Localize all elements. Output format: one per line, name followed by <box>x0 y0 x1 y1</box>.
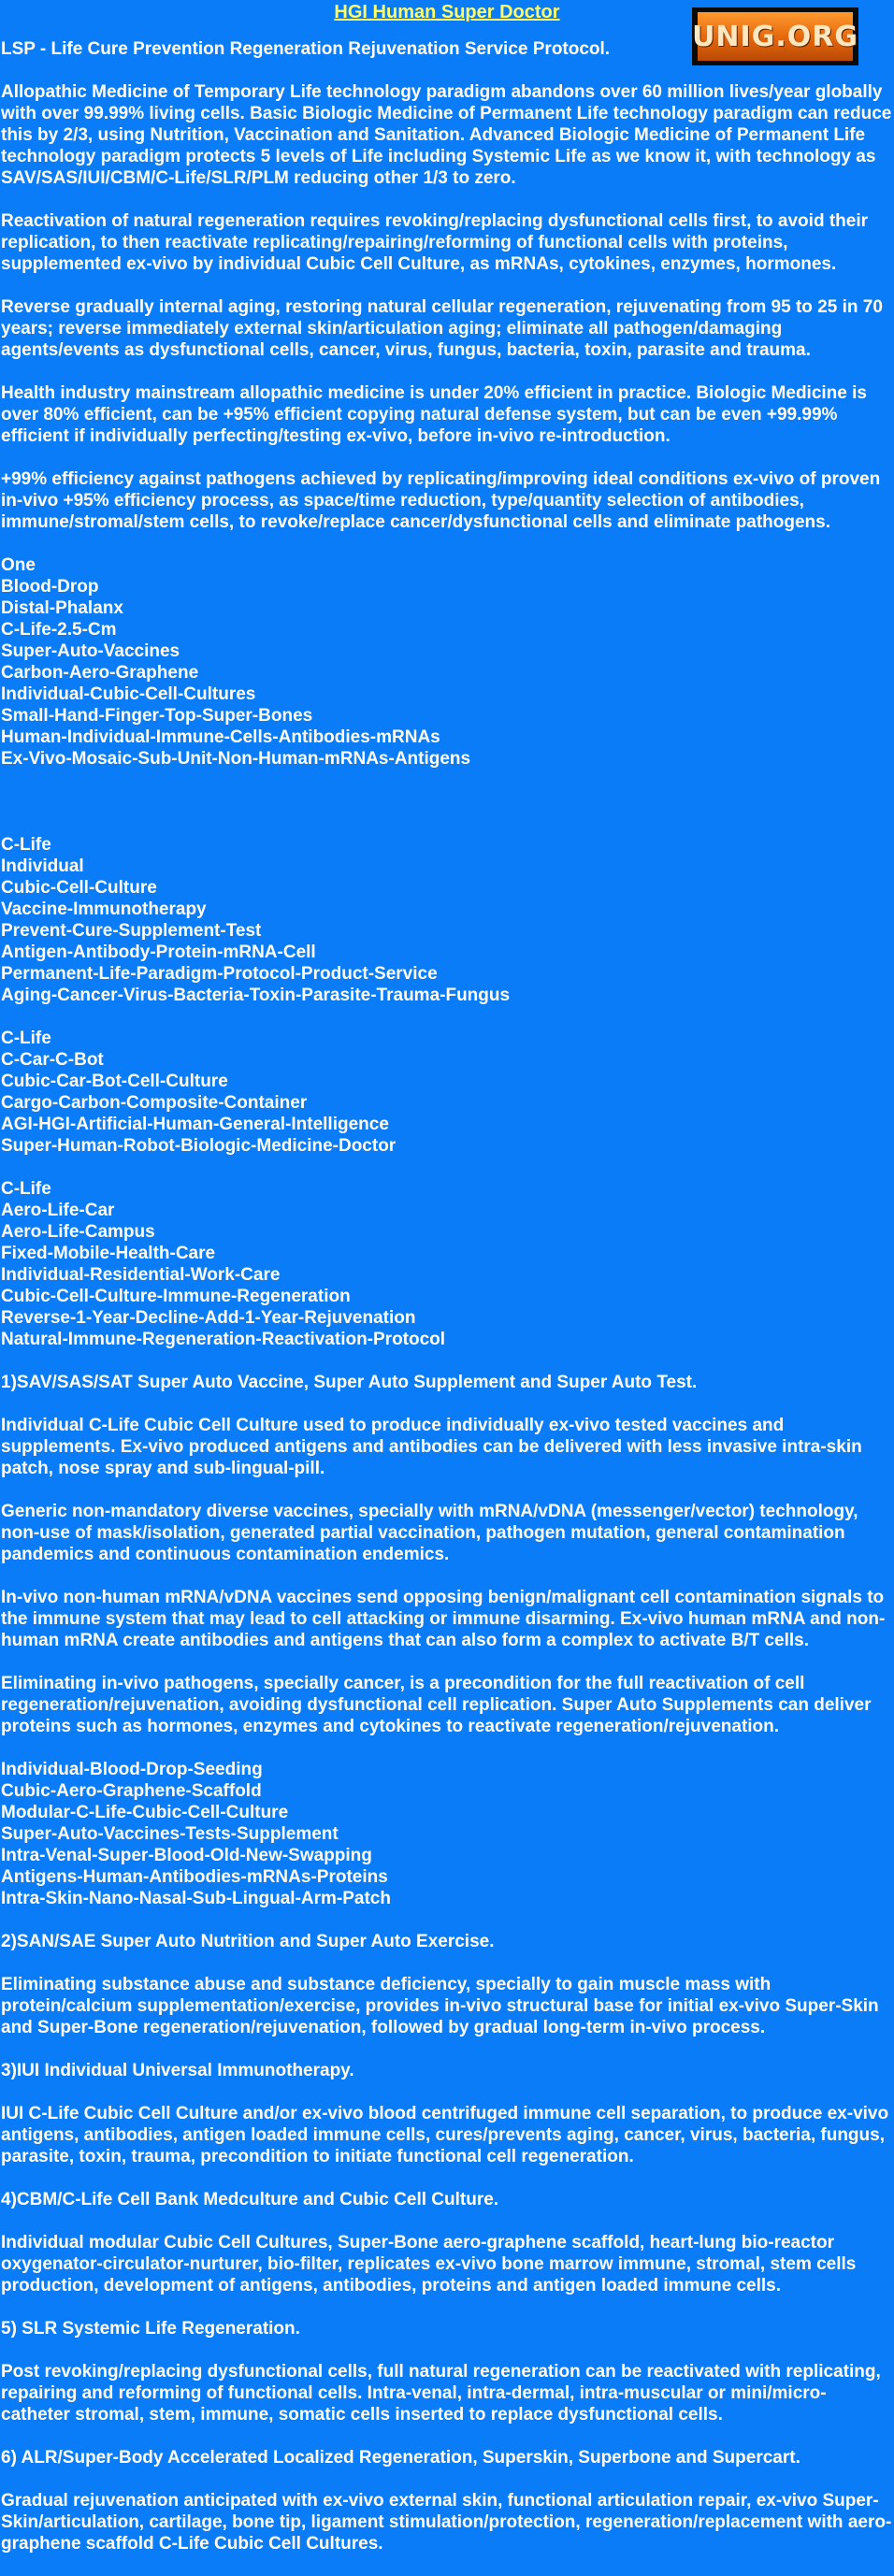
list-item: Individual <box>1 856 84 876</box>
list-item: Blood-Drop <box>1 577 99 597</box>
list-item: Cubic-Car-Bot-Cell-Culture <box>1 1072 228 1091</box>
list-item: Antigens-Human-Antibodies-mRNAs-Proteins <box>1 1867 388 1887</box>
keyword-list-two <box>1 834 893 1006</box>
list-item: Individual-Blood-Drop-Seeding <box>1 1760 263 1779</box>
list-item: C-Life-2.5-Cm <box>1 620 117 640</box>
list-item: Cubic-Aero-Graphene-Scaffold <box>1 1781 262 1801</box>
section-heading: 3)IUI Individual Universal Immunotherapy. <box>1 2061 354 2080</box>
paragraph: IUI C-Life Cubic Cell Culture and/or ex-vivo blood centrifuged immune cell separation, to produce ex-vivo antigens, antibodies, antigen loaded immune cells, cures/prevents aging, cancer, virus, bacteria, fungus, parasite, toxin, trauma, precondition to initiate functional cell regeneration. <box>1 2104 889 2166</box>
list-item: Intra-Venal-Super-Blood-Old-New-Swapping <box>1 1846 372 1865</box>
list-item: Distal-Phalanx <box>1 598 123 618</box>
list-item: C-Life <box>1 1179 51 1199</box>
page-title-link[interactable]: HGI Human Super Doctor <box>334 2 560 22</box>
list-item: Modular-C-Life-Cubic-Cell-Culture <box>1 1803 289 1822</box>
list-item: Intra-Skin-Nano-Nasal-Sub-Lingual-Arm-Patch <box>1 1889 391 1908</box>
keyword-list-four <box>1 1178 893 1350</box>
list-item: Aging-Cancer-Virus-Bacteria-Toxin-Parasite-Trauma-Fungus <box>1 986 511 1005</box>
list-item: Aero-Life-Campus <box>1 1222 155 1242</box>
list-item: Fixed-Mobile-Health-Care <box>1 1244 216 1263</box>
list-item: Natural-Immune-Regeneration-Reactivation-Protocol <box>1 1330 446 1349</box>
list-item: C-Life <box>1 835 51 855</box>
paragraph: Post revoking/replacing dysfunctional cells, full natural regeneration can be reactivated with replicating, repairing and reforming of functional cells. Intra-venal, intra-dermal, intra-muscular or mini/micro-catheter stromal, stem, immune, somatic cells inserted to replace dysfunctional cells. <box>1 2362 881 2425</box>
list-item: Permanent-Life-Paradigm-Protocol-Product-Service <box>1 964 438 984</box>
list-item: Super-Auto-Vaccines-Tests-Supplement <box>1 1824 339 1844</box>
list-item: Individual-Residential-Work-Care <box>1 1265 281 1285</box>
paragraph: Allopathic Medicine of Temporary Life technology paradigm abandons over 60 million lives/year globally with over 99.99% living cells. Basic Biologic Medicine of Permanent Life technology paradigm can reduce this by 2/3, using Nutrition, Vaccination and Sanitation. Advanced Biologic Medicine of Permanent Life technology paradigm protects 5 levels of Life including Systemic Life as we know it, with technology as SAV/SAS/IUI/CBM/C-Life/SLR/PLM reducing other 1/3 to zero. <box>1 82 892 188</box>
paragraph: Individual modular Cubic Cell Cultures, Super-Bone aero-graphene scaffold, heart-lung bio-reactor oxygenator-circulator-nurturer, bio-filter, replicates ex-vivo bone marrow immune, stromal, stem cells production, development of antigens, antibodies, proteins and antigen loaded immune cells. <box>1 2233 857 2295</box>
section-heading: 5) SLR Systemic Life Regeneration. <box>1 2319 300 2339</box>
list-item: C-Life <box>1 1029 51 1048</box>
spacer <box>1 791 893 834</box>
list-item: Human-Individual-Immune-Cells-Antibodies-mRNAs <box>1 727 440 747</box>
section-heading: 2)SAN/SAE Super Auto Nutrition and Super Auto Exercise. <box>1 1932 495 1951</box>
list-item: Individual-Cubic-Cell-Cultures <box>1 684 256 704</box>
section-heading: 1)SAV/SAS/SAT Super Auto Vaccine, Super Auto Supplement and Super Auto Test. <box>1 1373 698 1392</box>
paragraph: Eliminating in-vivo pathogens, specially cancer, is a precondition for the full reactivation of cell regeneration/rejuvenation, avoiding dysfunctional cell replication. Super Auto Supplements can deliver proteins such as hormones, enzymes and cytokines to reactivate regeneration/rejuvenation. <box>1 1674 872 1736</box>
list-item: C-Car-C-Bot <box>1 1050 104 1070</box>
logo-text: UNIG.ORG <box>698 12 853 61</box>
list-item: Super-Auto-Vaccines <box>1 641 180 661</box>
paragraph: In-vivo non-human mRNA/vDNA vaccines send opposing benign/malignant cell contamination signals to the immune system that may lead to cell attacking or immune disarming. Ex-vivo human mRNA and non-human mRNA create antibodies and antigens that can also form a complex to activate B/T cells. <box>1 1588 886 1650</box>
list-item: Carbon-Aero-Graphene <box>1 663 199 683</box>
article-body <box>1 38 893 2576</box>
list-item: Cargo-Carbon-Composite-Container <box>1 1093 308 1113</box>
list-item: Cubic-Cell-Culture-Immune-Regeneration <box>1 1287 351 1306</box>
paragraph: Eliminating substance abuse and substance deficiency, specially to gain muscle mass with protein/calcium supplementation/exercise, provides in-vivo structural base for initial ex-vivo Super-Skin and Super-Bone regeneration/rejuvenation, followed by gradual long-term in-vivo process. <box>1 1975 879 2037</box>
paragraph: +99% efficiency against pathogens achieved by replicating/improving ideal conditions ex-vivo of proven in-vivo +95% efficiency process, as space/time reduction, type/quantity selection of antibodies, immune/stromal/stem cells, to revoke/replace cancer/dysfunctional cells and eliminate pathogens. <box>1 469 881 532</box>
list-item: Reverse-1-Year-Decline-Add-1-Year-Rejuvenation <box>1 1308 416 1328</box>
list-item: Antigen-Antibody-Protein-mRNA-Cell <box>1 943 316 962</box>
keyword-list-five <box>1 1759 893 1909</box>
list-item: AGI-HGI-Artificial-Human-General-Intelligence <box>1 1115 389 1134</box>
list-item: Cubic-Cell-Culture <box>1 878 157 898</box>
list-item: Prevent-Cure-Supplement-Test <box>1 921 262 941</box>
section-heading: 6) ALR/Super-Body Accelerated Localized Regeneration, Superskin, Superbone and Supercart. <box>1 2448 800 2468</box>
list-item: Aero-Life-Car <box>1 1201 115 1220</box>
paragraph: Reverse gradually internal aging, restoring natural cellular regeneration, rejuvenating from 95 to 25 in 70 years; reverse immediately external skin/articulation aging; eliminate all pathogen/damaging agents/events as dysfunctional cells, cancer, virus, fungus, bacteria, toxin, parasite and trauma. <box>1 297 883 360</box>
list-item: Vaccine-Immunotherapy <box>1 899 207 919</box>
intro-text: LSP - Life Cure Prevention Regeneration Rejuvenation Service Protocol. <box>1 39 611 59</box>
paragraph: Reactivation of natural regeneration requires revoking/replacing dysfunctional cells first, to avoid their replication, to then reactivate replicating/repairing/reforming of functional cells with proteins, supplemented ex-vivo by individual Cubic Cell Culture, as mRNAs, cytokines, enzymes, hormones. <box>1 211 869 274</box>
list-item: Super-Human-Robot-Biologic-Medicine-Doctor <box>1 1136 397 1156</box>
keyword-list-one <box>1 554 893 770</box>
paragraph: Individual C-Life Cubic Cell Culture used to produce individually ex-vivo tested vaccines and supplements. Ex-vivo produced antigens and antibodies can be delivered with less invasive intra-skin patch, nose spray and sub-lingual-pill. <box>1 1416 862 1478</box>
list-item: Small-Hand-Finger-Top-Super-Bones <box>1 706 313 726</box>
paragraph: Generic non-mandatory diverse vaccines, specially with mRNA/vDNA (messenger/vector) technology, non-use of mask/isolation, generated partial vaccination, pathogen mutation, general contamination pandemics and continuous contamination endemics. <box>1 1502 858 1564</box>
list-item: One <box>1 555 36 575</box>
keyword-list-three <box>1 1028 893 1157</box>
list-item: Ex-Vivo-Mosaic-Sub-Unit-Non-Human-mRNAs-Antigens <box>1 749 471 769</box>
paragraph: Health industry mainstream allopathic medicine is under 20% efficient in practice. Biologic Medicine is over 80% efficient, can be +95% efficient copying natural defense system, but can be even +99.99% efficient if individually perfecting/testing ex-vivo, before in-vivo re-introduction. <box>1 383 867 446</box>
section-heading: 4)CBM/C-Life Cell Bank Medculture and Cubic Cell Culture. <box>1 2190 499 2209</box>
paragraph: Gradual rejuvenation anticipated with ex-vivo external skin, functional articulation repair, ex-vivo Super-Skin/articulation, cartilage, bone tip, ligament stimulation/protection, regeneration/replacement with aero-graphene scaffold C-Life Cubic Cell Cultures. <box>1 2491 892 2554</box>
